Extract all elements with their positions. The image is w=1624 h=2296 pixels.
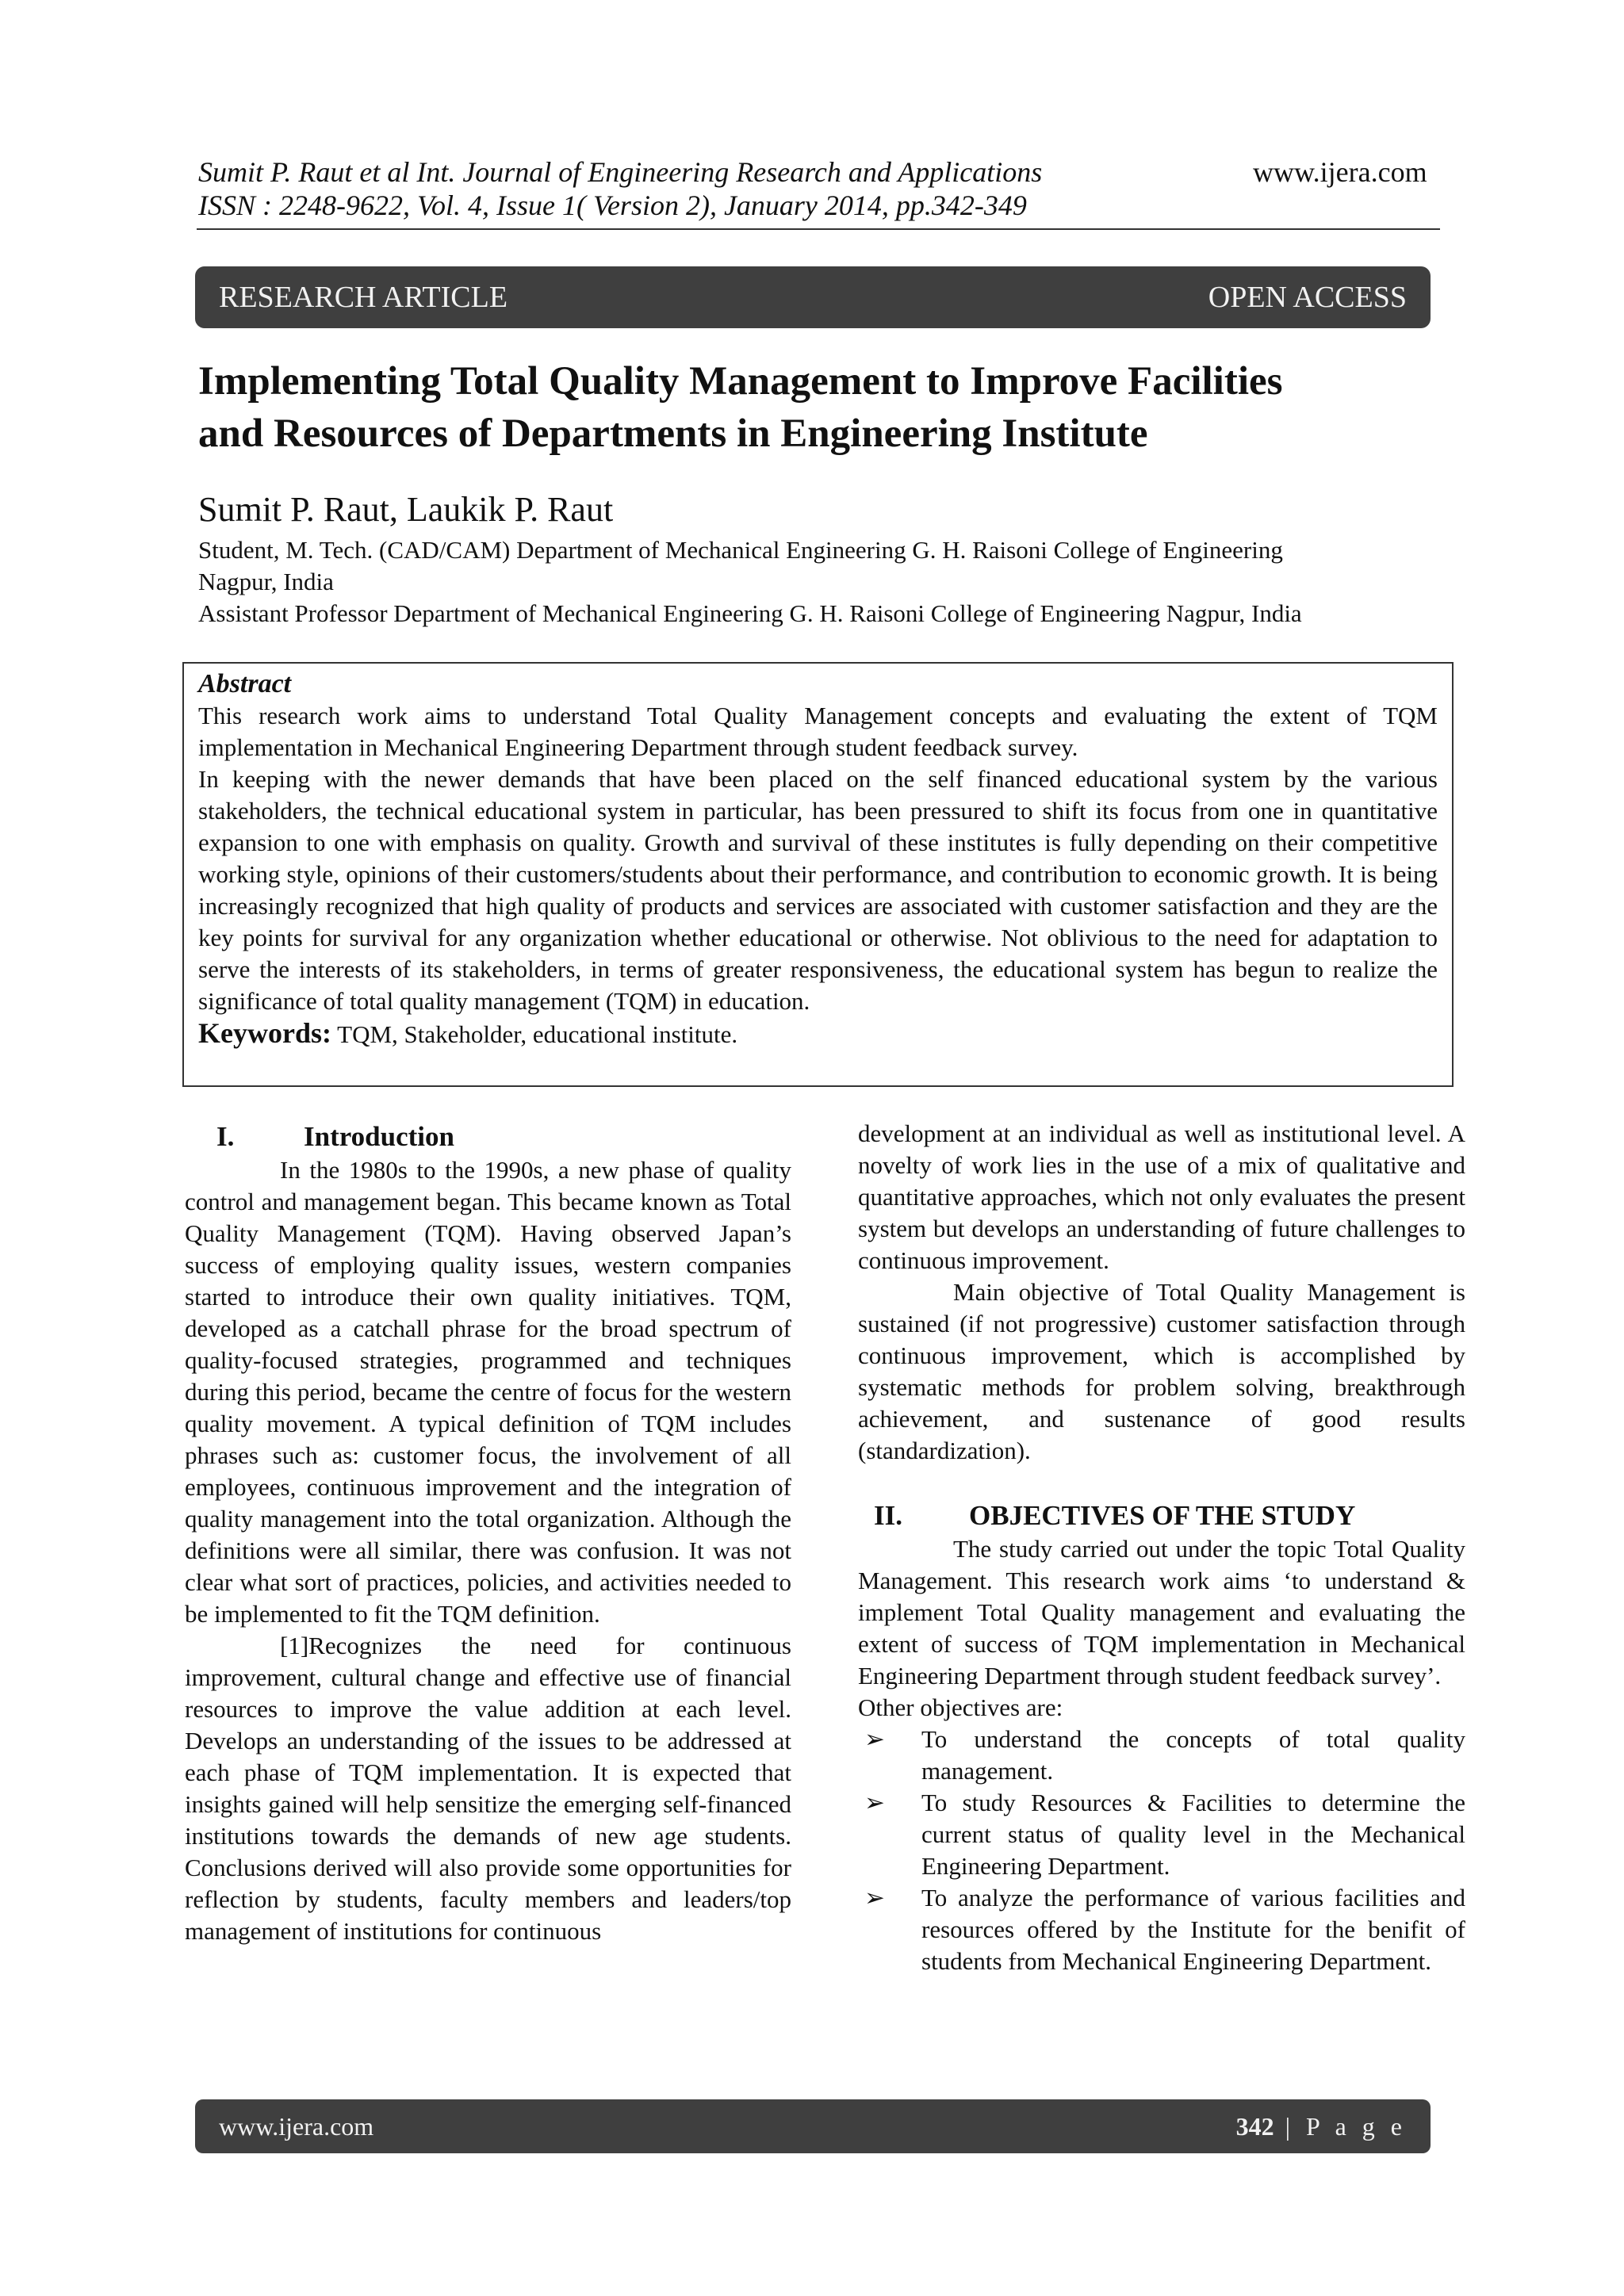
- objective-bullet-3: [858, 1882, 1465, 1977]
- keywords-text: TQM, Stakeholder, educational institute.: [331, 1020, 738, 1048]
- paper-title: [198, 355, 1435, 460]
- objective-bullet-1: [858, 1724, 1465, 1787]
- intro-heading: [185, 1119, 791, 1154]
- research-article-label: RESEARCH ARTICLE: [219, 281, 508, 314]
- objective-text-1: To understand the concepts of total quality management.: [921, 1725, 1465, 1785]
- intro-paragraph2: [1]Recognizes the need for continuous improvement, cultural change and effective use of financial resources to improve the value addition at each level. Develops an understanding of the issues to be addressed at each phase of TQM implementation. It is expected that insights gained will help sensitize the emerging self-financed institutions towards the demands of new age students. Conclusions derived will also provide some opportunities for reflection by students, faculty members and leaders/top management of institutions for continuous: [185, 1632, 791, 1945]
- affiliation2: Assistant Professor Department of Mechanical Engineering G. H. Raisoni College of Engineering Nagpur, India: [198, 599, 1302, 627]
- arrow-bullet-icon: ➢: [864, 1725, 885, 1753]
- keywords: [198, 1017, 1438, 1050]
- abstract-box: [182, 662, 1454, 1087]
- intro-paragraph2-continued: development at an individual as well as institutional level. A novelty of work lies in the use of a mix of qualitative and quantitative approaches, which not only evaluates the present system but develops an understanding of future challenges to continuous improvement.: [858, 1119, 1465, 1274]
- intro-title: Introduction: [304, 1121, 454, 1152]
- page-footer: [195, 2099, 1431, 2153]
- arrow-bullet-icon: ➢: [864, 1884, 885, 1911]
- objective-text-3: To analyze the performance of various facilities and resources offered by the Institute for the benifit of students from Mechanical Engineering Department.: [921, 1884, 1465, 1975]
- journal-citation-line1: Sumit P. Raut et al Int. Journal of Engineering Research and Applications: [198, 156, 1043, 188]
- title-line1: Implementing Total Quality Management to Improve Facilities: [198, 359, 1283, 404]
- intro-paragraph3: Main objective of Total Quality Management is sustained (if not progressive) customer satisfaction through continuous improvement, which is accomplished by systematic methods for problem solving, breakthrough achievement, and sustenance of good results (standardization).: [858, 1278, 1465, 1464]
- page-number: [1236, 2099, 1407, 2153]
- open-access-label: OPEN ACCESS: [1208, 281, 1407, 314]
- header-website[interactable]: www.ijera.com: [1253, 156, 1427, 188]
- page-number-value: 342: [1235, 2112, 1274, 2141]
- right-column: [858, 1118, 1465, 1977]
- affiliation1-line2: Nagpur, India: [198, 568, 334, 595]
- objectives-paragraph1: The study carried out under the topic Total Quality Management. This research work aims ‘to understand & implement Total Quality management and evaluating the extent of success of TQM implementation in Mechanical Engineering Department through student feedback survey’.: [858, 1535, 1465, 1689]
- keywords-label: Keywords:: [198, 1017, 331, 1049]
- title-line2: and Resources of Departments in Engineering Institute: [198, 411, 1148, 456]
- authors: Sumit P. Raut, Laukik P. Raut: [198, 490, 614, 529]
- objectives-other-label: Other objectives are:: [858, 1693, 1063, 1721]
- affiliation1-line1: Student, M. Tech. (CAD/CAM) Department of Mechanical Engineering G. H. Raisoni College of Engineering: [198, 536, 1283, 564]
- arrow-bullet-icon: ➢: [864, 1789, 885, 1816]
- abstract-paragraph2: In keeping with the newer demands that have been placed on the self financed educational system by the various stakeholders, the technical educational system in particular, has been pressured to shift its focus from one in quantitative expansion to one with emphasis on quality. Growth and survival of these institutes is fully depending on their competitive working style, opinions of their customers/students about their performance, and contribution to economic growth. It is being increasingly recognized that high quality of products and services are associated with customer satisfaction and they are the key points for survival for any organization whether educational or otherwise. Not oblivious to the need for adaptation to serve the interests of its stakeholders, in terms of greater responsiveness, the educational system has begun to realize the significance of total quality management (TQM) in education.: [198, 765, 1438, 1015]
- objective-text-2: To study Resources & Facilities to determine the current status of quality level in the Mechanical Engineering Department.: [921, 1789, 1465, 1880]
- footer-website[interactable]: www.ijera.com: [219, 2112, 374, 2141]
- article-type-banner: [195, 266, 1431, 328]
- objective-bullet-2: [858, 1787, 1465, 1882]
- page-label: | P a g e: [1274, 2112, 1407, 2141]
- objectives-heading: [858, 1498, 1465, 1533]
- affiliations: [198, 534, 1435, 629]
- header-divider: [197, 228, 1440, 230]
- abstract-paragraph1: This research work aims to understand Total Quality Management concepts and evaluating the extent of TQM implementation in Mechanical Engineering Department through student feedback survey.: [198, 702, 1438, 761]
- intro-number: I.: [216, 1121, 235, 1152]
- intro-paragraph1: In the 1980s to the 1990s, a new phase of quality control and management began. This became known as Total Quality Management (TQM). Having observed Japan’s success of employing quality issues, western companies started to introduce their own quality initiatives. TQM, developed as a catchall phrase for the broad spectrum of quality-focused strategies, programmed and techniques during this period, became the centre of focus for the western quality movement. A typical definition of TQM includes phrases such as: customer focus, the involvement of all employees, continuous improvement and the integration of quality management into the total organization. Although the definitions were all similar, there was confusion. It was not clear what sort of practices, policies, and activities needed to be implemented to fit the TQM definition.: [185, 1156, 791, 1628]
- journal-citation-line2: ISSN : 2248-9622, Vol. 4, Issue 1( Version 2), January 2014, pp.342-349: [198, 189, 1027, 221]
- objectives-number: II.: [874, 1500, 902, 1531]
- objectives-title: OBJECTIVES OF THE STUDY: [969, 1500, 1356, 1531]
- abstract-heading: Abstract: [198, 669, 292, 698]
- left-column: [185, 1119, 791, 1947]
